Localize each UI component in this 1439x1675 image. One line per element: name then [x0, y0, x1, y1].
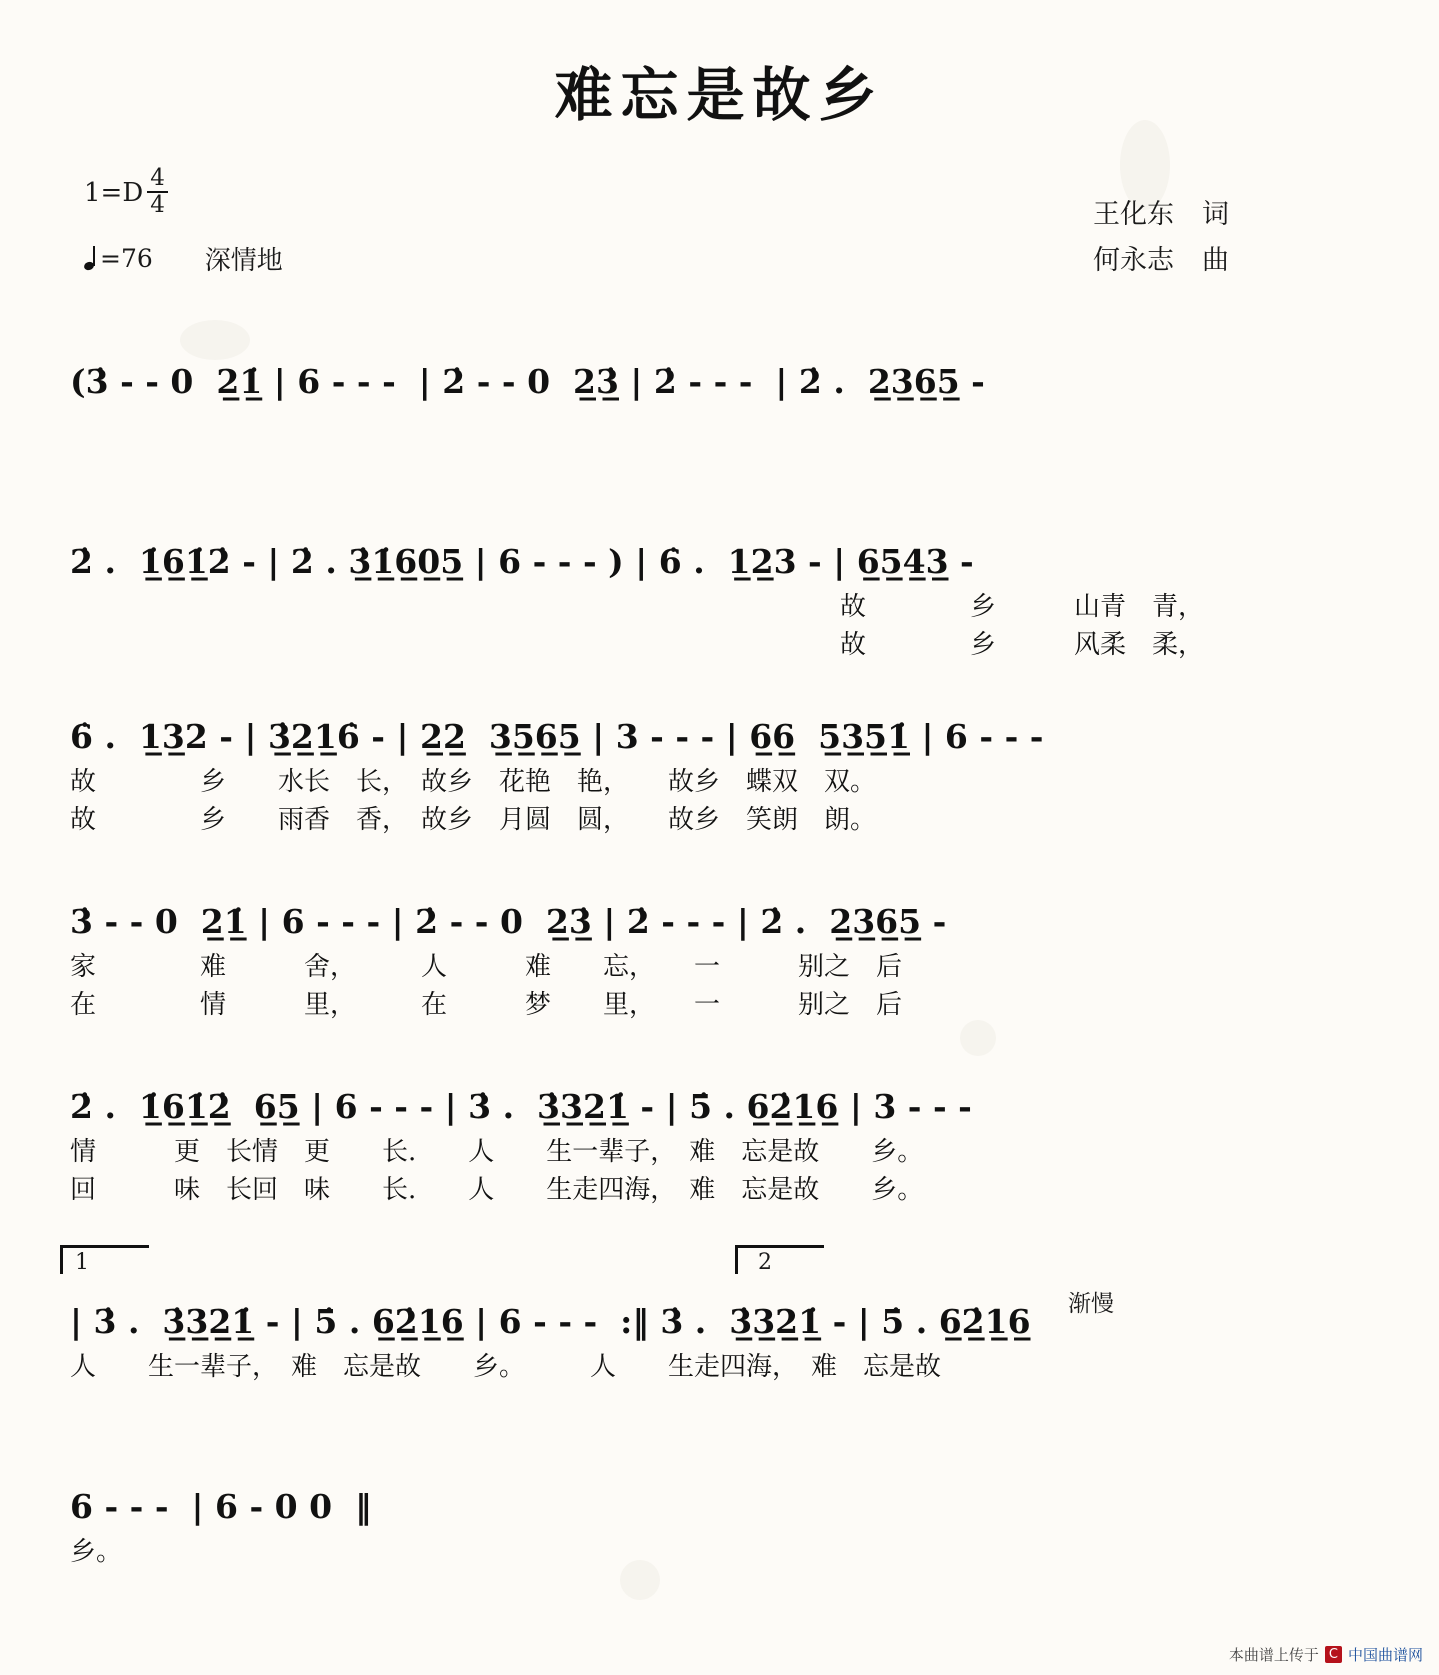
key-signature: [84, 165, 168, 218]
time-signature-numerator: 4: [147, 167, 168, 193]
music-system: [70, 1085, 1399, 1209]
quarter-note-icon: [84, 246, 98, 272]
volta-1-label: 1: [75, 1250, 89, 1275]
lyrics-verse-2: 在 情 里， 在 梦 里， 一 别之 后: [70, 990, 903, 1020]
lyrics-verse-1: 家 难 舍， 人 难 忘， 一 别之 后: [70, 952, 903, 982]
ritard-marking: 渐慢: [1068, 1291, 1114, 1317]
volta-2-bracket: [735, 1245, 824, 1274]
lyrics-verse-2: 故 乡 雨香 香， 故乡 月圆 圆， 故乡 笑朗 朗。: [70, 805, 877, 835]
paper-blotch: [960, 1020, 996, 1056]
page-title: 难忘是故乡: [554, 61, 885, 129]
notation-line: 2̇ . 1̲̇6̲1̲̇2̲̇ 6̲5̲ | 6 - - - | 3̇ . 3̲̇3̲2̲1̲̇ - | 5̇ . 6̲2̲̇1̲6̲ | 3 - - -: [70, 1087, 972, 1126]
credit-composer: [1093, 238, 1229, 284]
site-name[interactable]: 中国曲谱网: [1347, 1646, 1423, 1664]
lyrics-verse-1: 故 乡 山青 青，: [840, 592, 1205, 622]
key-signature-label: 1=D: [84, 178, 144, 208]
tempo-marking: [84, 240, 283, 277]
lyricist-role: 词: [1202, 199, 1229, 230]
music-system: [70, 360, 1399, 404]
credit-lyricist: [1093, 192, 1229, 238]
footer-text: 本曲谱上传于: [1228, 1646, 1319, 1664]
notation-line: 2̇ . 1̲̇6̲1̲̇2̇ - | 2̇ . 3̲̇1̲̇6̲0̲5̲ | 6 - - - ) | 6̇ . 1̲2̲3 - | 6̲5̲4̲3̲ -: [70, 542, 974, 581]
credits: [1093, 192, 1229, 284]
lyrics-verse-1: 情 更 长情 更 长. 人 生一辈子， 难 忘是故 乡。: [70, 1137, 924, 1167]
music-system: [70, 540, 1399, 664]
lyrics-verse-1: 故 乡 水长 长， 故乡 花艳 艳， 故乡 蝶双 双。: [70, 767, 877, 797]
notation-line: (3̇ - - 0 2̲1̲̇ | 6 - - - | 2̇ - - 0 2̲3̲̇ | 2̇ - - - | 2̇ . 2̲3̲6̲5̲ -: [70, 362, 985, 401]
composer-name: 何永志: [1093, 245, 1174, 276]
music-system: [70, 1485, 1399, 1571]
tempo-value: =76: [100, 244, 153, 273]
notation-line: 3̇ - - 0 2̲1̲̇ | 6 - - - | 2̇ - - 0 2̲3̲̇ | 2̇ - - - | 2̇ . 2̲3̲6̲5̲ -: [70, 902, 947, 941]
lyrics-verse-1: 人 生一辈子， 难 忘是故 乡。 人 生走四海， 难 忘是故: [70, 1352, 942, 1382]
time-signature-denominator: 4: [150, 192, 165, 218]
notation-line: 6̇ . 1̲3̲2 - | 3̲̇2̲1̲6̇ - | 2̲2̲ 3̲5̲6̲5̲ | 3 - - - | 6̲6̲ 5̲3̲5̲1̲̇ | 6 - - -: [70, 717, 1044, 756]
paper-blotch: [180, 320, 250, 360]
volta-2-label: 2: [758, 1250, 772, 1275]
music-system: [70, 715, 1399, 839]
music-system: [70, 900, 1399, 1024]
music-system: [70, 1300, 1399, 1386]
lyrics-verse-2: 回 味 长回 味 长. 人 生走四海， 难 忘是故 乡。: [70, 1175, 924, 1205]
volta-1-bracket: [60, 1245, 149, 1274]
notation-line: | 3̇ . 3̲̇3̲2̲1̲̇ - | 5̇ . 6̲2̲̇1̲6̲ | 6 - - - :‖ 3̇ . 3̲̇3̲2̲1̲̇ - | 5̇ . 6̲2̲̇1̲6̲: [70, 1302, 1031, 1341]
composer-role: 曲: [1202, 245, 1229, 276]
lyrics-verse-2: 故 乡 风柔 柔，: [840, 630, 1205, 660]
footer-watermark: [1229, 1644, 1423, 1665]
time-signature: [147, 167, 168, 217]
site-logo-icon: C: [1325, 1646, 1342, 1663]
expression-marking: 深情地: [204, 246, 283, 276]
lyrics-verse-1: 乡。: [70, 1537, 123, 1567]
lyricist-name: 王化东: [1093, 199, 1174, 230]
notation-line: 6 - - - | 6 - 0 0 ‖: [70, 1487, 372, 1526]
